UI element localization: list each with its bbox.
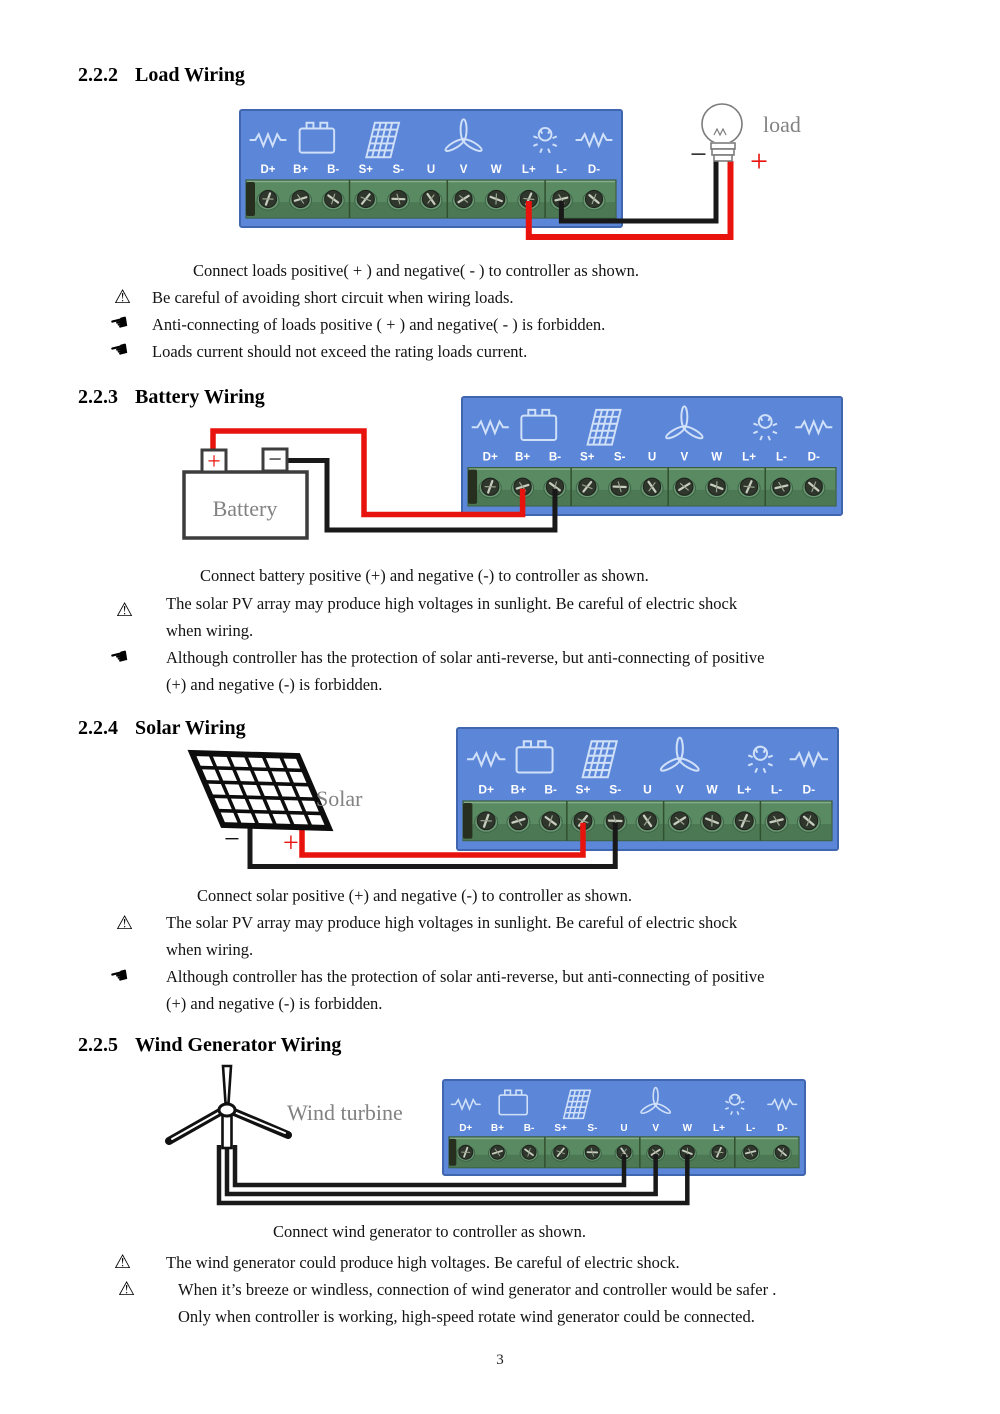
hand-icon: ☚ (107, 962, 132, 990)
terminal-label: L+ (742, 451, 756, 464)
terminal-label: B- (523, 1123, 535, 1135)
terminal-label: D+ (478, 782, 495, 797)
wind-turbine-icon (169, 1066, 288, 1148)
terminal-label: D+ (260, 164, 276, 176)
section-title: Wind Generator Wiring (135, 1034, 342, 1056)
terminal-label: D- (776, 1123, 788, 1135)
load-label: load (763, 112, 801, 137)
hand-icon: ☚ (107, 643, 132, 671)
warning-icon: ⚠ (118, 1278, 136, 1300)
caution-line: Be careful of avoiding short circuit when wiring loads. (152, 288, 514, 307)
terminal-label: V (675, 782, 684, 797)
terminal-label: U (643, 782, 652, 797)
caution-line: The wind generator could produce high voltages. Be careful of electric shock. (166, 1253, 680, 1272)
terminal-label: B- (548, 451, 562, 464)
caution-line: Although controller has the protection of solar anti-reverse, but anti-connecting of positive (166, 648, 765, 667)
solar-label: Solar (316, 786, 363, 811)
caution-line: (+) and negative (-) is forbidden. (166, 994, 383, 1013)
terminal-label: V (652, 1123, 659, 1135)
caution-line: (+) and negative (-) is forbidden. (166, 675, 383, 694)
terminal-block-battery (462, 397, 842, 515)
terminal-label: L+ (737, 782, 752, 797)
terminal-label: D- (802, 782, 816, 797)
section-heading-battery (78, 386, 265, 409)
terminal-label: V (459, 164, 468, 176)
terminal-label: B+ (293, 164, 309, 176)
caution-line: when wiring. (166, 621, 254, 640)
terminal-label: U (620, 1123, 628, 1135)
terminal-label: S- (587, 1123, 598, 1135)
terminal-label: S- (613, 451, 626, 464)
terminal-label: D- (807, 451, 820, 464)
terminal-label: W (711, 451, 723, 464)
terminal-label: W (490, 164, 502, 176)
terminal-label: W (682, 1123, 693, 1135)
terminal-label: V (680, 451, 689, 464)
page-number: 3 (496, 1352, 504, 1368)
terminal-label: S+ (580, 451, 595, 464)
section-title: Solar Wiring (135, 717, 246, 739)
solar-panel-icon (192, 753, 329, 828)
warning-icon: ⚠ (114, 1251, 132, 1273)
terminal-label: L- (775, 451, 787, 464)
terminal-label: B+ (510, 782, 527, 797)
section-title: Battery Wiring (135, 386, 265, 408)
section-number: 2.2.2 (78, 64, 118, 86)
terminal-label: S- (392, 164, 405, 176)
terminal-block-load (240, 110, 622, 227)
section-number: 2.2.4 (78, 717, 118, 739)
terminal-block-solar (457, 728, 838, 850)
caution-line: The solar PV array may produce high voltages in sunlight. Be careful of electric shock (166, 913, 738, 932)
hand-icon: ☚ (107, 309, 132, 337)
section-heading-load (78, 64, 245, 87)
caution-line: Only when controller is working, high-speed rotate wind generator could be connected. (178, 1307, 755, 1326)
load-plus-sign: + (750, 143, 769, 179)
section-number: 2.2.5 (78, 1034, 118, 1056)
solar-minus-sign: − (224, 824, 240, 855)
section-heading-solar (78, 717, 246, 740)
terminal-label: B+ (490, 1123, 504, 1135)
terminal-label: D+ (482, 451, 498, 464)
terminal-label: L- (555, 164, 567, 176)
section-title: Load Wiring (135, 64, 245, 86)
terminal-label: W (706, 782, 718, 797)
terminal-label: U (426, 164, 436, 176)
terminal-label: D- (587, 164, 601, 176)
terminal-label: S+ (358, 164, 373, 176)
terminal-label: B- (327, 164, 340, 176)
section-number: 2.2.3 (78, 386, 118, 408)
warning-icon: ⚠ (114, 286, 132, 308)
terminal-label: L+ (712, 1123, 725, 1135)
terminal-label: B- (544, 782, 558, 797)
caution-line: when wiring. (166, 940, 254, 959)
note-line: Connect solar positive (+) and negative (-) to controller as shown. (197, 886, 632, 905)
battery-minus-sign: − (268, 447, 282, 473)
note-line: Connect wind generator to controller as shown. (273, 1222, 586, 1241)
terminal-label: L- (745, 1123, 756, 1135)
caution-line: Anti-connecting of loads positive ( + ) and negative( - ) is forbidden. (152, 315, 606, 334)
section-heading-wind (78, 1034, 341, 1057)
note-line: Connect loads positive( + ) and negative( - ) to controller as shown. (193, 261, 639, 280)
caution-line: The solar PV array may produce high voltages in sunlight. Be careful of electric shock (166, 594, 738, 613)
caution-line: Loads current should not exceed the rating loads current. (152, 342, 528, 361)
light-bulb-icon (702, 104, 742, 161)
hand-icon: ☚ (107, 336, 132, 364)
terminal-label: L+ (521, 164, 536, 176)
terminal-label: L- (770, 782, 783, 797)
load-minus-sign: − (690, 138, 707, 171)
solar-plus-sign: + (283, 828, 299, 859)
terminal-label: S- (609, 782, 622, 797)
warning-icon: ⚠ (116, 599, 134, 621)
terminal-label: U (647, 451, 657, 464)
battery-label: Battery (212, 496, 278, 521)
terminal-label: D+ (459, 1123, 473, 1135)
note-line: Connect battery positive (+) and negative (-) to controller as shown. (200, 566, 649, 585)
wind-turbine-label: Wind turbine (287, 1100, 403, 1125)
battery-plus-sign: + (207, 449, 221, 475)
terminal-label: S+ (554, 1123, 567, 1135)
terminal-label: B+ (515, 451, 531, 464)
caution-line: When it’s breeze or windless, connection of wind generator and controller would be safer . (178, 1280, 777, 1299)
caution-line: Although controller has the protection of solar anti-reverse, but anti-connecting of positive (166, 967, 765, 986)
warning-icon: ⚠ (116, 912, 134, 934)
terminal-label: S+ (575, 782, 591, 797)
